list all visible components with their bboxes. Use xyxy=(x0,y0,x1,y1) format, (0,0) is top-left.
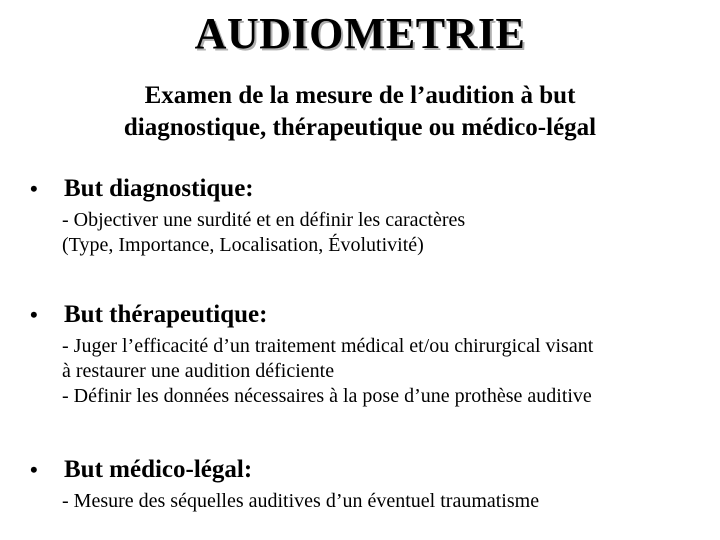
bullet-heading-text: But médico-légal: xyxy=(64,456,253,483)
detail-line: - Objectiver une surdité et en définir les caractères xyxy=(62,209,466,231)
detail-line: à restaurer une audition déficiente xyxy=(62,360,335,382)
bullet-icon: • xyxy=(30,176,38,201)
slide-title: AUDIOMETRIE xyxy=(194,9,526,58)
detail-line: (Type, Importance, Localisation, Évolutivité) xyxy=(62,234,424,256)
bullet-heading-text: But diagnostique: xyxy=(64,175,254,202)
bullet-heading xyxy=(30,174,710,204)
bullet-detail xyxy=(62,208,710,258)
detail-line: - Définir les données nécessaires à la pose d’une prothèse auditive xyxy=(62,385,592,407)
section-therapeutique xyxy=(30,300,710,409)
section-diagnostique xyxy=(30,174,710,258)
bullet-icon: • xyxy=(30,457,38,482)
detail-line: - Mesure des séquelles auditives d’un éventuel traumatisme xyxy=(62,490,540,512)
bullet-detail xyxy=(62,334,710,409)
subtitle-line-1: Examen de la mesure de l’audition à but xyxy=(144,82,576,109)
bullet-heading xyxy=(30,300,710,330)
slide-subtitle xyxy=(0,80,720,144)
bullet-heading xyxy=(30,455,710,485)
bullet-heading-text: But thérapeutique: xyxy=(64,301,268,328)
bullet-icon: • xyxy=(30,302,38,327)
detail-line: - Juger l’efficacité d’un traitement médical et/ou chirurgical visant xyxy=(62,335,594,357)
subtitle-line-2: diagnostique, thérapeutique ou médico-légal xyxy=(123,114,597,141)
bullet-detail xyxy=(62,489,710,514)
section-medico-legal xyxy=(30,455,710,514)
